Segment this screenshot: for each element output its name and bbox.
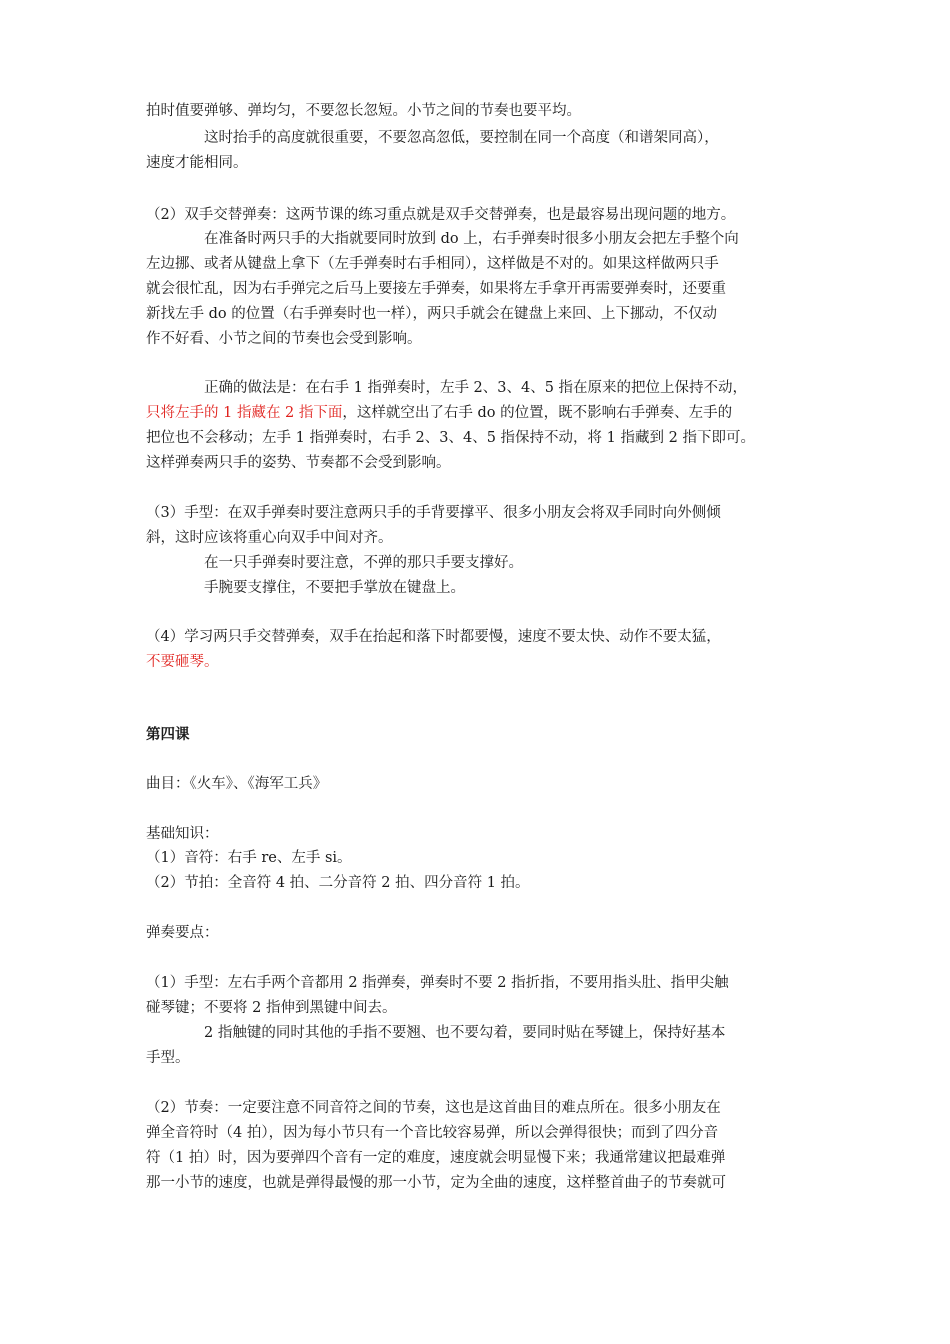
text-line: 曲目：《火车》、《海军工兵》 bbox=[146, 776, 328, 792]
text-span: ，这样就空出了右手 do 的位置，既不影响右手弹奏、左手的 bbox=[342, 405, 733, 421]
text-line bbox=[146, 403, 826, 423]
text-line: 手腕要支撑住，不要把手掌放在键盘上。 bbox=[204, 580, 465, 596]
text-line: 这时抬手的高度就很重要，不要忽高忽低，要控制在同一个高度（和谱架同高）， bbox=[204, 130, 719, 146]
text-line: 弹奏要点： bbox=[146, 925, 219, 941]
text-line: 碰琴键；不要将 2 指伸到黑键中间去。 bbox=[146, 1000, 397, 1016]
text-line: 2 指触键的同时其他的手指不要翘、也不要勾着，要同时贴在琴键上，保持好基本 bbox=[204, 1025, 726, 1041]
text-line: 左边挪、或者从键盘上拿下（左手弹奏时右手相同），这样做是不对的。如果这样做两只手 bbox=[146, 256, 719, 272]
text-line: （2）节奏：一定要注意不同音符之间的节奏，这也是这首曲目的难点所在。很多小朋友在 bbox=[146, 1100, 721, 1116]
text-line: 把位也不会移动；左手 1 指弹奏时，右手 2、3、4、5 指保持不动，将 1 指藏到 2 指下即可。 bbox=[146, 430, 755, 446]
text-line: 符（1 拍）时，因为要弹四个音有一定的难度，速度就会明显慢下来；我通常建议把最难弹 bbox=[146, 1150, 726, 1166]
text-line: 弹全音符时（4 拍），因为每小节只有一个音比较容易弹，所以会弹得很快；而到了四分音 bbox=[146, 1125, 719, 1141]
text-line: （1）音符：右手 re、左手 si。 bbox=[146, 850, 352, 866]
text-line: 就会很忙乱，因为右手弹完之后马上要接左手弹奏，如果将左手拿开再需要弹奏时，还要重 bbox=[146, 281, 726, 297]
text-line: 斜，这时应该将重心向双手中间对齐。 bbox=[146, 530, 393, 546]
text-line: 新找左手 do 的位置（右手弹奏时也一样），两只手就会在键盘上来回、上下挪动，不仅动 bbox=[146, 306, 717, 322]
text-line: 基础知识： bbox=[146, 826, 219, 842]
text-line: 拍时值要弹够、弹均匀，不要忽长忽短。小节之间的节奏也要平均。 bbox=[146, 103, 581, 119]
text-line: 在一只手弹奏时要注意，不弹的那只手要支撑好。 bbox=[204, 555, 523, 571]
text-line: 速度才能相同。 bbox=[146, 155, 248, 171]
text-line: 那一小节的速度，也就是弹得最慢的那一小节，定为全曲的速度，这样整首曲子的节奏就可 bbox=[146, 1175, 726, 1191]
text-line: 作不好看、小节之间的节奏也会受到影响。 bbox=[146, 331, 422, 347]
text-line: （3）手型：在双手弹奏时要注意两只手的手背要撑平、很多小朋友会将双手同时向外侧倾 bbox=[146, 505, 721, 521]
text-line: （1）手型：左右手两个音都用 2 指弹奏，弹奏时不要 2 指折指，不要用指头肚、指甲尖触 bbox=[146, 975, 729, 991]
text-line: （4）学习两只手交替弹奏，双手在抬起和落下时都要慢，速度不要太快、动作不要太猛， bbox=[146, 629, 721, 645]
text-line: （2）节拍：全音符 4 拍、二分音符 2 拍、四分音符 1 拍。 bbox=[146, 875, 530, 891]
highlight-text: 不要砸琴。 bbox=[146, 654, 219, 670]
highlight-text: 只将左手的 1 指藏在 2 指下面 bbox=[146, 405, 343, 421]
section-heading: 第四课 bbox=[146, 726, 190, 743]
text-line: 正确的做法是：在右手 1 指弹奏时，左手 2、3、4、5 指在原来的把位上保持不动， bbox=[204, 380, 748, 396]
text-line: 手型。 bbox=[146, 1050, 190, 1066]
text-line: 在准备时两只手的大指就要同时放到 do 上，右手弹奏时很多小朋友会把左手整个向 bbox=[204, 231, 739, 247]
text-line: 这样弹奏两只手的姿势、节奏都不会受到影响。 bbox=[146, 455, 451, 471]
text-line: （2）双手交替弹奏：这两节课的练习重点就是双手交替弹奏，也是最容易出现问题的地方。 bbox=[146, 207, 736, 223]
